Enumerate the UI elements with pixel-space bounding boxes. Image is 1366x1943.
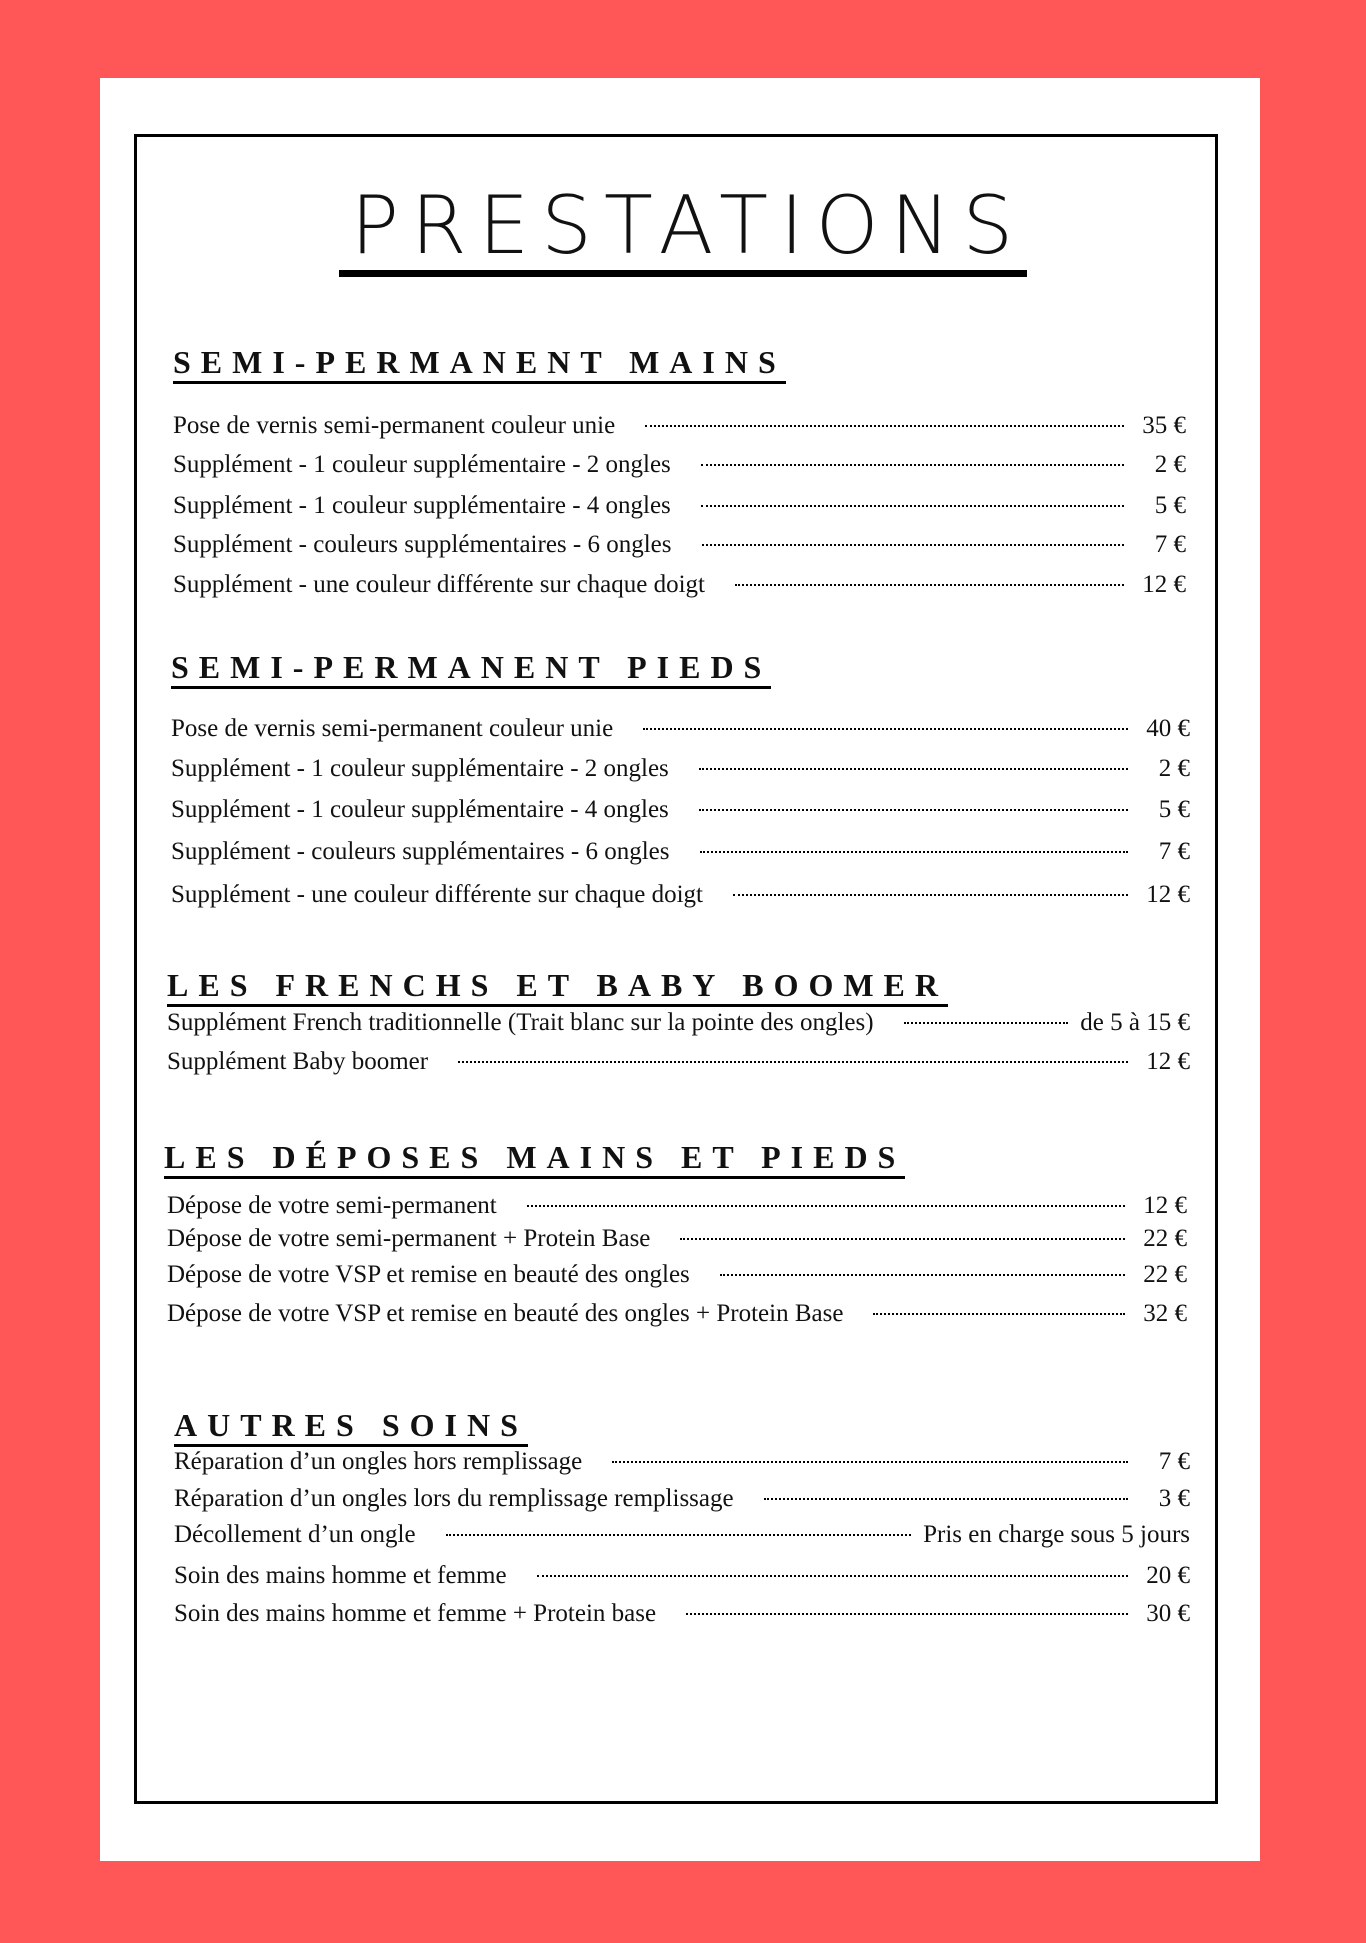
section-heading: LES FRENCHS ET BABY BOOMER — [167, 969, 948, 1007]
leader-dots — [612, 1460, 1128, 1463]
service-price: 2 € — [1158, 755, 1190, 782]
service-price: 5 € — [1158, 796, 1190, 823]
page-title-text: PRESTATIONS — [339, 186, 1027, 277]
service-price: Pris en charge sous 5 jours — [923, 1521, 1190, 1548]
service-label: Supplément - couleurs supplémentaires - 6 ongles — [173, 531, 672, 558]
leader-dots — [645, 424, 1124, 427]
service-label: Dépose de votre semi-permanent + Protein Base — [167, 1225, 651, 1252]
service-label: Supplément - 1 couleur supplémentaire - 4 ongles — [171, 796, 669, 823]
service-label: Supplément - 1 couleur supplémentaire - 2 ongles — [171, 755, 669, 782]
price-row — [167, 1048, 1190, 1077]
price-row — [171, 715, 1190, 744]
leader-dots — [686, 1612, 1128, 1615]
price-row — [174, 1485, 1190, 1514]
price-row — [173, 492, 1186, 521]
leader-dots — [735, 583, 1124, 586]
price-row — [167, 1009, 1190, 1038]
leader-dots — [699, 767, 1128, 770]
leader-dots — [904, 1021, 1069, 1024]
service-price: 12 € — [1142, 571, 1186, 598]
leader-dots — [701, 463, 1124, 466]
price-row — [167, 1261, 1187, 1290]
leader-dots — [699, 808, 1128, 811]
service-label: Supplément French traditionnelle (Trait blanc sur la pointe des ongles) — [167, 1009, 874, 1036]
price-row — [173, 571, 1186, 600]
price-row — [171, 881, 1190, 910]
section-heading: SEMI-PERMANENT PIEDS — [171, 651, 771, 689]
price-row — [171, 796, 1190, 825]
price-row — [173, 412, 1186, 441]
leader-dots — [527, 1204, 1125, 1207]
service-label: Supplément - couleurs supplémentaires - 6 ongles — [171, 838, 670, 865]
service-label: Soin des mains homme et femme — [174, 1562, 507, 1589]
service-price: 32 € — [1143, 1300, 1187, 1327]
leader-dots — [700, 850, 1129, 853]
service-label: Supplément - 1 couleur supplémentaire - 2 ongles — [173, 451, 671, 478]
service-label: Supplément - une couleur différente sur chaque doigt — [171, 881, 704, 908]
service-label: Pose de vernis semi-permanent couleur unie — [173, 412, 616, 439]
leader-dots — [680, 1237, 1125, 1240]
service-price: 12 € — [1146, 881, 1190, 908]
leader-dots — [458, 1060, 1128, 1063]
price-row — [174, 1600, 1190, 1629]
service-price: 20 € — [1146, 1562, 1190, 1589]
service-price: 7 € — [1158, 1448, 1190, 1475]
service-label: Supplément - 1 couleur supplémentaire - 4 ongles — [173, 492, 671, 519]
leader-dots — [873, 1312, 1125, 1315]
price-row — [171, 838, 1190, 867]
service-label: Réparation d’un ongles hors remplissage — [174, 1448, 583, 1475]
price-row — [174, 1448, 1190, 1477]
service-price: 40 € — [1146, 715, 1190, 742]
price-row — [167, 1300, 1187, 1329]
leader-dots — [537, 1574, 1128, 1577]
service-label: Dépose de votre VSP et remise en beauté des ongles + Protein Base — [167, 1300, 844, 1327]
service-price: de 5 à 15 € — [1080, 1009, 1190, 1036]
service-label: Pose de vernis semi-permanent couleur unie — [171, 715, 614, 742]
service-price: 22 € — [1143, 1225, 1187, 1252]
service-price: 12 € — [1143, 1192, 1187, 1219]
service-label: Réparation d’un ongles lors du remplissage remplissage — [174, 1485, 734, 1512]
section-heading: SEMI-PERMANENT MAINS — [173, 346, 786, 384]
service-label: Dépose de votre semi-permanent — [167, 1192, 497, 1219]
service-label: Supplément - une couleur différente sur chaque doigt — [173, 571, 706, 598]
price-row — [171, 755, 1190, 784]
service-price: 2 € — [1154, 451, 1186, 478]
price-row — [174, 1521, 1190, 1550]
leader-dots — [446, 1533, 912, 1536]
leader-dots — [720, 1273, 1125, 1276]
service-price: 22 € — [1143, 1261, 1187, 1288]
service-label: Dépose de votre VSP et remise en beauté des ongles — [167, 1261, 690, 1288]
service-price: 35 € — [1142, 412, 1186, 439]
leader-dots — [733, 893, 1128, 896]
service-price: 7 € — [1154, 531, 1186, 558]
leader-dots — [702, 543, 1125, 546]
price-row — [173, 451, 1186, 480]
price-row — [167, 1225, 1187, 1254]
leader-dots — [764, 1497, 1128, 1500]
service-label: Décollement d’un ongle — [174, 1521, 416, 1548]
price-row — [173, 531, 1186, 560]
section-heading: LES DÉPOSES MAINS ET PIEDS — [164, 1141, 905, 1179]
service-price: 30 € — [1146, 1600, 1190, 1627]
service-price: 12 € — [1146, 1048, 1190, 1075]
leader-dots — [643, 727, 1128, 730]
service-price: 3 € — [1158, 1485, 1190, 1512]
price-row — [167, 1192, 1187, 1221]
price-row — [174, 1562, 1190, 1591]
service-label: Supplément Baby boomer — [167, 1048, 429, 1075]
service-price: 5 € — [1154, 492, 1186, 519]
leader-dots — [701, 504, 1124, 507]
service-label: Soin des mains homme et femme + Protein base — [174, 1600, 657, 1627]
service-price: 7 € — [1158, 838, 1190, 865]
section-heading: AUTRES SOINS — [174, 1409, 528, 1447]
page-title — [0, 179, 1366, 277]
